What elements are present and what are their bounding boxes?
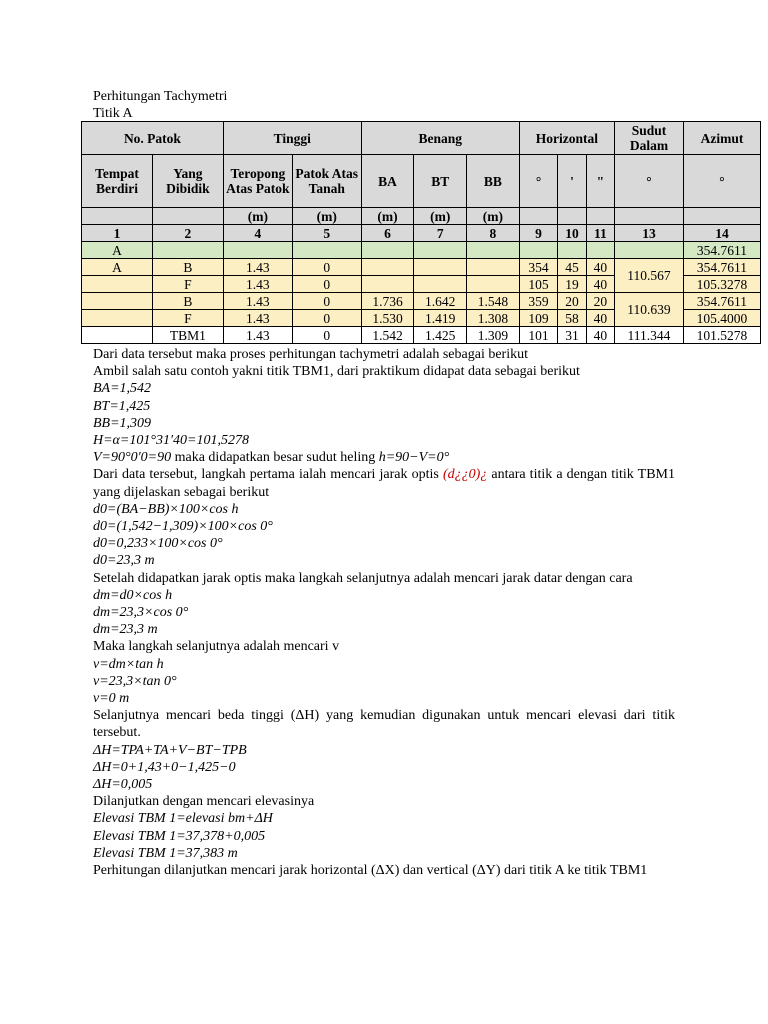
unit-empty bbox=[519, 208, 558, 225]
unit-m: (m) bbox=[361, 208, 414, 225]
cell-second: 40 bbox=[586, 259, 614, 276]
equation: v=23,3×tan 0° bbox=[93, 673, 177, 689]
cell-minute: 31 bbox=[558, 327, 586, 344]
equation: dm=d0×cos h bbox=[93, 587, 173, 603]
equation: d0=(BA−BB)×100×cos h bbox=[93, 501, 239, 517]
cell-ba bbox=[361, 259, 414, 276]
header-tempat-berdiri: Tempat Berdiri bbox=[82, 155, 153, 208]
equation: ΔH=0+1,43+0−1,425−0 bbox=[93, 759, 236, 775]
paragraph: Ambil salah satu contoh yakni titik TBM1, dari praktikum didapat data sebagai berikut bbox=[93, 364, 580, 380]
cell-minute: 20 bbox=[558, 293, 586, 310]
col-number: 1 bbox=[82, 225, 153, 242]
cell-bidik: TBM1 bbox=[152, 327, 223, 344]
cell-second: 40 bbox=[586, 310, 614, 327]
equation: h=90−V=0° bbox=[378, 450, 450, 466]
cell-teropong: 1.43 bbox=[223, 327, 292, 344]
header-tinggi: Tinggi bbox=[223, 122, 361, 155]
document-subtitle: Titik A bbox=[93, 106, 133, 121]
col-number: 5 bbox=[292, 225, 361, 242]
table-row bbox=[82, 293, 761, 310]
paragraph bbox=[93, 449, 675, 466]
header-sudut-degree: ° bbox=[615, 155, 684, 208]
cell-tempat bbox=[82, 310, 153, 327]
header-second: " bbox=[586, 155, 614, 208]
col-number: 11 bbox=[586, 225, 614, 242]
cell-bidik: B bbox=[152, 293, 223, 310]
cell-bb: 1.548 bbox=[467, 293, 520, 310]
col-number: 2 bbox=[152, 225, 223, 242]
header-bb: BB bbox=[467, 155, 520, 208]
table-row bbox=[82, 327, 761, 344]
header-benang: Benang bbox=[361, 122, 519, 155]
cell-second: 40 bbox=[586, 276, 614, 293]
cell-azimut: 105.4000 bbox=[683, 310, 760, 327]
header-azimut: Azimut bbox=[683, 122, 760, 155]
cell-bb bbox=[467, 276, 520, 293]
cell-second: 20 bbox=[586, 293, 614, 310]
unit-m: (m) bbox=[292, 208, 361, 225]
col-number: 10 bbox=[558, 225, 586, 242]
cell-bt: 1.425 bbox=[414, 327, 467, 344]
cell-degree: 105 bbox=[519, 276, 558, 293]
col-number: 7 bbox=[414, 225, 467, 242]
cell-minute: 45 bbox=[558, 259, 586, 276]
unit-empty bbox=[683, 208, 760, 225]
equation: Elevasi TBM 1=37,383 m bbox=[93, 845, 238, 861]
table-row bbox=[82, 259, 761, 276]
document-title: Perhitungan Tachymetri bbox=[93, 89, 228, 104]
col-number: 8 bbox=[467, 225, 520, 242]
text-span: Dari data tersebut, langkah pertama ialah mencari jarak optis bbox=[93, 467, 443, 483]
cell-degree: 109 bbox=[519, 310, 558, 327]
header-patok-tanah: Patok Atas Tanah bbox=[292, 155, 361, 208]
paragraph: Selanjutnya mencari beda tinggi (ΔH) yang kemudian digunakan untuk mencari elevasi dari titik tersebut. bbox=[93, 708, 675, 741]
equation: V=90°0′0=90 bbox=[93, 450, 172, 466]
paragraph: Maka langkah selanjutnya adalah mencari v bbox=[93, 639, 340, 655]
cell-tempat bbox=[82, 293, 153, 310]
unit-empty bbox=[152, 208, 223, 225]
cell-degree: 359 bbox=[519, 293, 558, 310]
unit-empty bbox=[82, 208, 153, 225]
cell-bb: 1.309 bbox=[467, 327, 520, 344]
tachymetry-table bbox=[81, 121, 761, 344]
cell-sudut-dalam: 110.639 bbox=[615, 293, 684, 327]
unit-empty bbox=[586, 208, 614, 225]
cell-ba bbox=[361, 276, 414, 293]
cell-azimut: 354.7611 bbox=[683, 293, 760, 310]
cell-bidik: F bbox=[152, 310, 223, 327]
equation: dm=23,3 m bbox=[93, 622, 158, 638]
header-yang-dibidik: Yang Dibidik bbox=[152, 155, 223, 208]
header-horizontal: Horizontal bbox=[519, 122, 614, 155]
equation: BB=1,309 bbox=[93, 415, 152, 431]
equation: dm=23,3×cos 0° bbox=[93, 605, 189, 621]
cell-minute: 58 bbox=[558, 310, 586, 327]
paragraph: Dari data tersebut maka proses perhitungan tachymetri adalah sebagai berikut bbox=[93, 347, 528, 362]
equation: ΔH=0,005 bbox=[93, 777, 153, 793]
equation: BT=1,425 bbox=[93, 398, 151, 414]
cell-azimut: 101.5278 bbox=[683, 327, 760, 344]
header-ba: BA bbox=[361, 155, 414, 208]
cell-tempat: A bbox=[82, 242, 153, 259]
header-minute: ' bbox=[558, 155, 586, 208]
cell-bidik: F bbox=[152, 276, 223, 293]
cell-bt: 1.419 bbox=[414, 310, 467, 327]
equation: d0=23,3 m bbox=[93, 553, 155, 569]
equation: Elevasi TBM 1=elevasi bm+ΔH bbox=[93, 811, 273, 827]
cell-teropong: 1.43 bbox=[223, 310, 292, 327]
equation: (d¿¿0)¿ bbox=[442, 467, 488, 483]
equation: d0=0,233×100×cos 0° bbox=[93, 536, 223, 552]
cell-azimut: 105.3278 bbox=[683, 276, 760, 293]
cell-ba: 1.542 bbox=[361, 327, 414, 344]
unit-m: (m) bbox=[467, 208, 520, 225]
unit-m: (m) bbox=[223, 208, 292, 225]
header-no-patok: No. Patok bbox=[82, 122, 224, 155]
cell-bt bbox=[414, 276, 467, 293]
cell-ba: 1.530 bbox=[361, 310, 414, 327]
cell-tempat bbox=[82, 276, 153, 293]
header-bt: BT bbox=[414, 155, 467, 208]
header-degree: ° bbox=[519, 155, 558, 208]
col-number: 14 bbox=[683, 225, 760, 242]
paragraph bbox=[93, 466, 675, 500]
cell-bb bbox=[467, 259, 520, 276]
unit-m: (m) bbox=[414, 208, 467, 225]
cell-patok: 0 bbox=[292, 327, 361, 344]
cell-degree: 101 bbox=[519, 327, 558, 344]
equation: v=dm×tan h bbox=[93, 656, 164, 672]
cell-sudut-dalam: 110.567 bbox=[615, 259, 684, 293]
cell-bt bbox=[414, 259, 467, 276]
unit-empty bbox=[615, 208, 684, 225]
cell-teropong: 1.43 bbox=[223, 259, 292, 276]
cell-bb: 1.308 bbox=[467, 310, 520, 327]
col-number: 9 bbox=[519, 225, 558, 242]
cell-teropong: 1.43 bbox=[223, 276, 292, 293]
cell-patok: 0 bbox=[292, 310, 361, 327]
cell-tempat bbox=[82, 327, 153, 344]
cell-teropong: 1.43 bbox=[223, 293, 292, 310]
equation: H=α=101°31′40=101,5278 bbox=[93, 433, 249, 449]
col-number: 6 bbox=[361, 225, 414, 242]
cell-second: 40 bbox=[586, 327, 614, 344]
cell-azimut: 354.7611 bbox=[683, 242, 760, 259]
text-span: maka didapatkan besar sudut heling bbox=[171, 450, 379, 466]
cell-degree: 354 bbox=[519, 259, 558, 276]
document-header bbox=[93, 88, 675, 122]
cell-tempat: A bbox=[82, 259, 153, 276]
table-row bbox=[82, 242, 761, 259]
cell-patok: 0 bbox=[292, 259, 361, 276]
header-sudut-dalam: Sudut Dalam bbox=[615, 122, 684, 155]
paragraph: Perhitungan dilanjutkan mencari jarak horizontal (ΔX) dan vertical (ΔY) dari titik A ke titik TBM1 bbox=[93, 863, 648, 879]
equation: d0=(1,542−1,309)×100×cos 0° bbox=[93, 519, 273, 535]
header-azimut-degree: ° bbox=[683, 155, 760, 208]
header-teropong: Teropong Atas Patok bbox=[223, 155, 292, 208]
equation: Elevasi TBM 1=37,378+0,005 bbox=[93, 828, 266, 844]
cell-sudut-dalam: 111.344 bbox=[615, 327, 684, 344]
equation: ΔH=TPA+TA+V−BT−TPB bbox=[93, 742, 247, 758]
col-number: 13 bbox=[615, 225, 684, 242]
paragraph: Setelah didapatkan jarak optis maka langkah selanjutnya adalah mencari jarak datar dengan cara bbox=[93, 570, 633, 586]
calculation-body bbox=[93, 346, 675, 879]
equation: BA=1,542 bbox=[93, 381, 152, 397]
equation: v=0 m bbox=[93, 691, 130, 707]
cell-ba: 1.736 bbox=[361, 293, 414, 310]
unit-empty bbox=[558, 208, 586, 225]
cell-minute: 19 bbox=[558, 276, 586, 293]
cell-bt: 1.642 bbox=[414, 293, 467, 310]
cell-bidik: B bbox=[152, 259, 223, 276]
cell-azimut: 354.7611 bbox=[683, 259, 760, 276]
paragraph: Dilanjutkan dengan mencari elevasinya bbox=[93, 794, 315, 810]
col-number: 4 bbox=[223, 225, 292, 242]
text-span: antara titik a dengan titik TBM1 yang dijelaskan sebagai berikut bbox=[93, 467, 675, 500]
cell-patok: 0 bbox=[292, 276, 361, 293]
cell-patok: 0 bbox=[292, 293, 361, 310]
